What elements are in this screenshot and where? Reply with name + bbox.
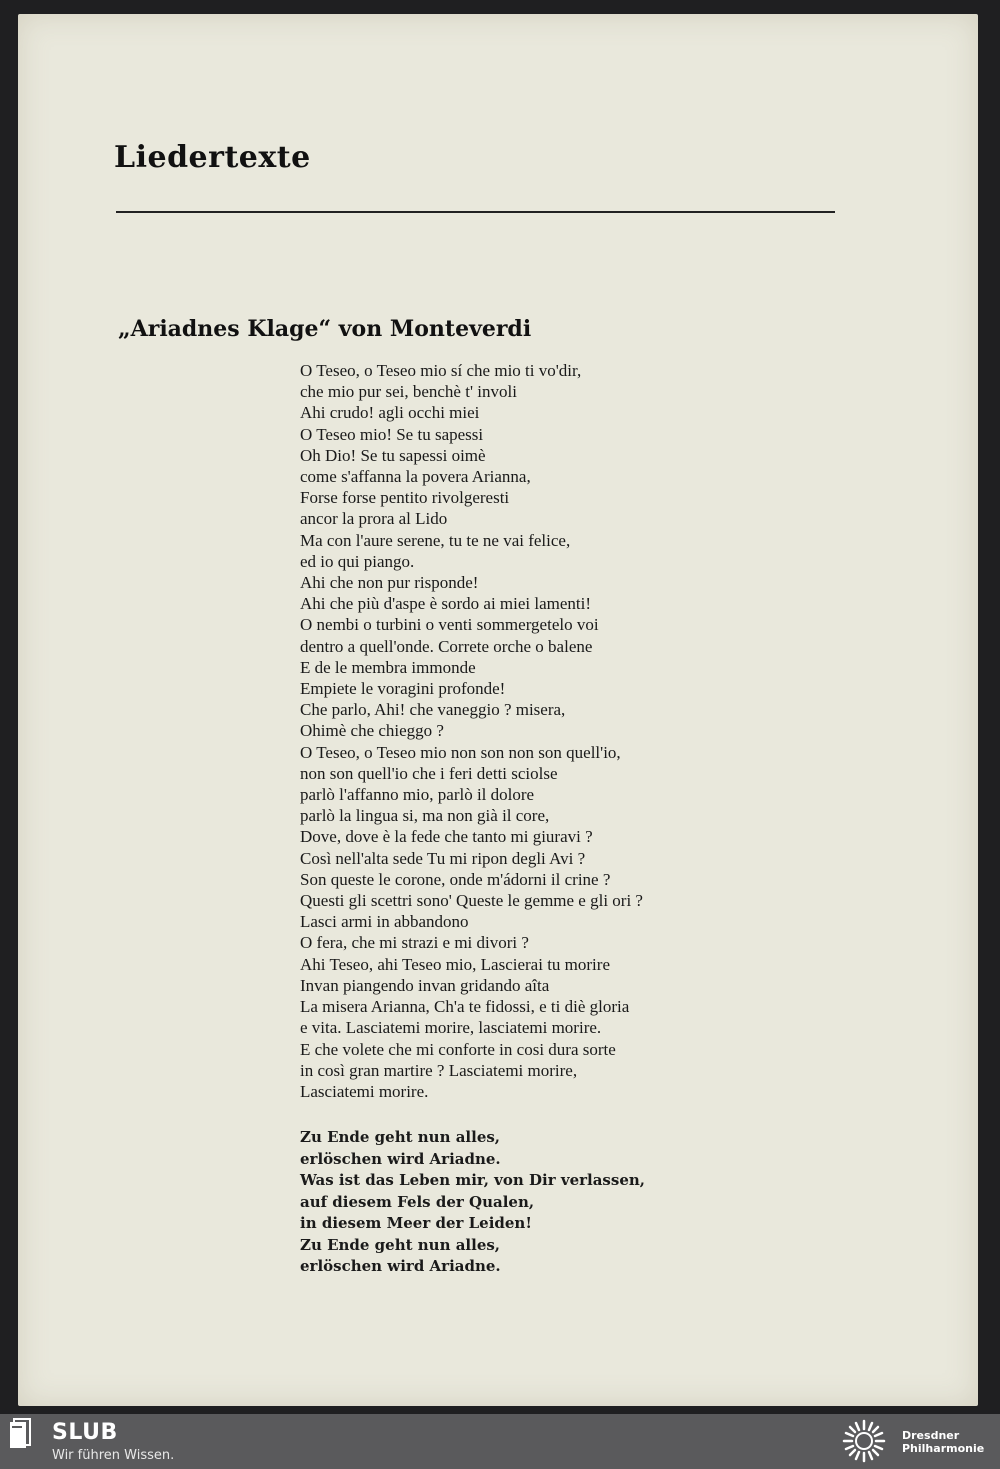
book-icon: [8, 1418, 34, 1450]
lyric-line: parlò l'affanno mio, parlò il dolore: [300, 785, 535, 805]
lyric-line: Son queste le corone, onde m'ádorni il crine ?: [300, 869, 611, 889]
lyric-line: O Teseo, o Teseo mio non son non son quell'io,: [300, 742, 621, 762]
footer-bar: [0, 1414, 1000, 1467]
lyric-line: Lasciatemi morire.: [300, 1081, 429, 1101]
lyric-line: Lasci armi in abbandono: [300, 912, 469, 932]
lyric-line: Forse forse pentito rivolgeresti: [300, 488, 510, 508]
lyric-line: O Teseo mio! Se tu sapessi: [300, 424, 484, 444]
lyric-line: Ohimè che chieggo ?: [300, 721, 444, 741]
lyric-line: Ahi che più d'aspe è sordo ai miei lamenti!: [300, 594, 592, 614]
lyric-line: erlöschen wird Ariadne.: [300, 1149, 501, 1168]
lyric-line: non son quell'io che i feri detti sciolse: [300, 763, 558, 783]
lyric-line: Che parlo, Ahi! che vaneggio ? misera,: [300, 700, 566, 720]
slub-tagline: Wir führen Wissen.: [52, 1448, 175, 1463]
lyric-line: Dove, dove è la fede che tanto mi giuravi ?: [300, 827, 593, 847]
lyric-line: come s'affanna la povera Arianna,: [300, 467, 531, 487]
philharmonie-name: [902, 1429, 984, 1455]
philharmonie-name-line1: Dresdner: [902, 1429, 960, 1442]
lyric-line: Was ist das Leben mir, von Dir verlassen,: [300, 1171, 645, 1189]
lyric-line: Empiete le voragini profonde!: [300, 679, 506, 699]
lyric-line: ed io qui piango.: [300, 551, 415, 571]
lyric-line: La misera Arianna, Ch'a te fidossi, e ti diè gloria: [300, 997, 630, 1017]
lyric-line: Oh Dio! Se tu sapessi oimè: [300, 445, 486, 465]
song-title: „Ariadnes Klage“ von Monteverdi: [118, 316, 532, 342]
page-heading: Liedertexte: [114, 140, 311, 175]
lyric-line: in diesem Meer der Leiden!: [300, 1214, 532, 1232]
lyric-line: dentro a quell'onde. Correte orche o balene: [300, 636, 593, 656]
lyric-line: O fera, che mi strazi e mi divori ?: [300, 933, 529, 953]
lyric-line: Così nell'alta sede Tu mi ripon degli Avi ?: [300, 848, 586, 868]
lyric-line: Invan piangendo invan gridando aîta: [300, 975, 550, 995]
heading-rule: [116, 211, 835, 213]
lyric-line: Ma con l'aure serene, tu te ne vai felice,: [300, 530, 571, 550]
philharmonie-name-line2: Philharmonie: [902, 1442, 985, 1455]
lyric-line: auf diesem Fels der Qualen,: [300, 1192, 535, 1211]
lyric-line: O nembi o turbini o venti sommergetelo voi: [300, 615, 599, 635]
lyric-line: E de le membra immonde: [300, 657, 476, 677]
lyric-line: O Teseo, o Teseo mio sí che mio ti vo'dir,: [300, 361, 582, 380]
lyric-line: E che volete che mi conforte in cosi dura sorte: [300, 1039, 616, 1059]
german-lyrics: [300, 1127, 645, 1278]
lyric-line: Ahi Teseo, ahi Teseo mio, Lascierai tu morire: [300, 954, 610, 974]
lyric-line: e vita. Lasciatemi morire, lasciatemi morire.: [300, 1018, 602, 1038]
lyric-line: Questi gli scettri sono' Queste le gemme e gli ori ?: [300, 891, 643, 911]
lyric-line: in così gran martire ? Lasciatemi morire,: [300, 1060, 578, 1080]
lyric-line: parlò la lingua si, ma non già il core,: [300, 806, 550, 826]
lyric-line: Zu Ende geht nun alles,: [300, 1235, 501, 1254]
lyric-line: Ahi crudo! agli occhi miei: [300, 403, 480, 423]
italian-lyrics: [300, 360, 643, 1102]
lyric-line: Zu Ende geht nun alles,: [300, 1128, 501, 1146]
lyric-line: Ahi che non pur risponde!: [300, 573, 479, 593]
philharmonie-logo-icon: [840, 1417, 888, 1465]
lyric-line: ancor la prora al Lido: [300, 509, 448, 529]
lyric-line: erlöschen wird Ariadne.: [300, 1257, 501, 1275]
slub-logo-text: SLUB: [52, 1420, 118, 1445]
lyric-line: che mio pur sei, benchè t' involi: [300, 382, 517, 402]
